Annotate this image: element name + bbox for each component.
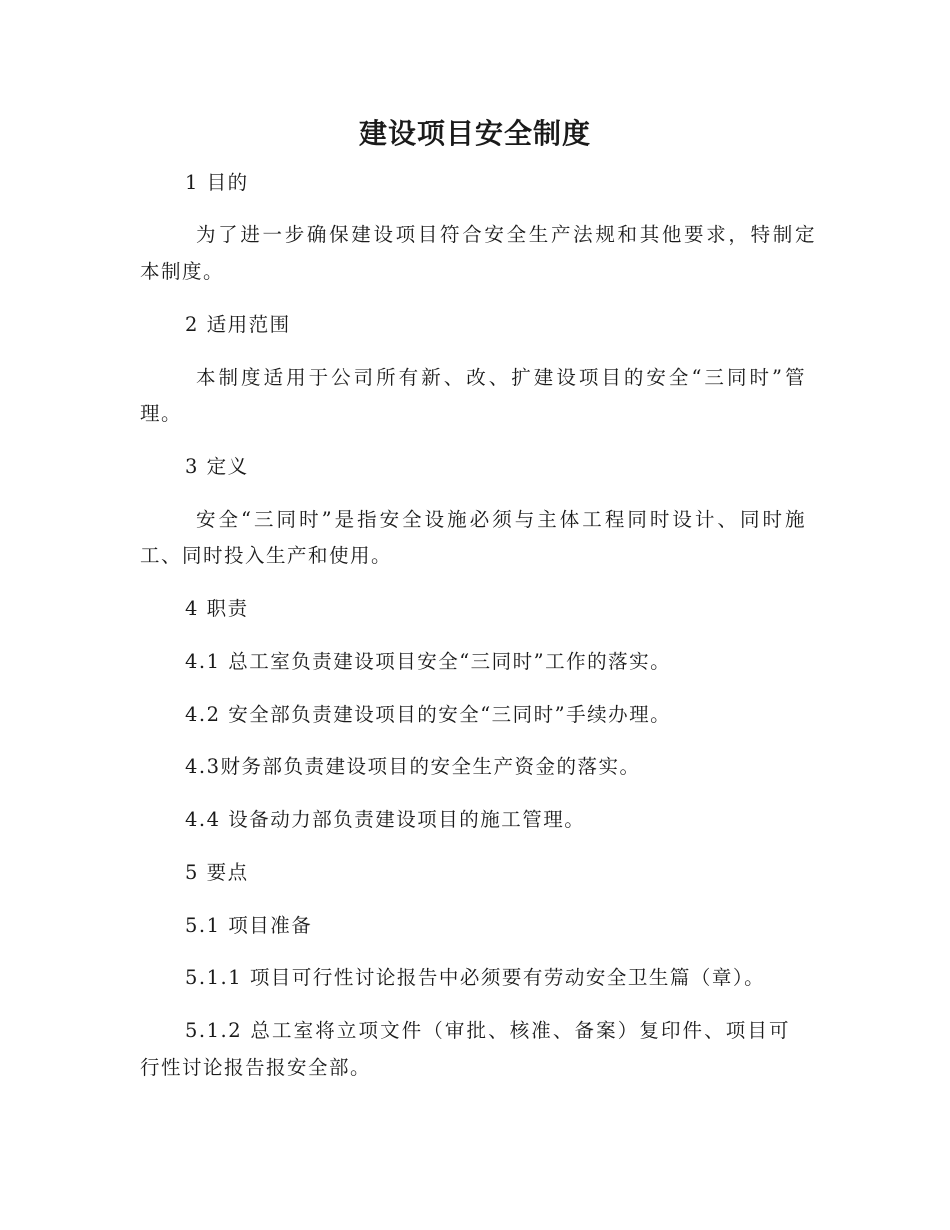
duty-item-4-1: 4.1 总工室负责建设项目安全“三同时”工作的落实。: [185, 650, 672, 673]
section-heading-purpose: 1 目的: [185, 171, 249, 194]
paragraph-purpose-line-1: 为了进一步确保建设项目符合安全生产法规和其他要求，特制定: [196, 223, 816, 246]
paragraph-scope-line-1: 本制度适用于公司所有新、改、扩建设项目的安全“三同时”管: [196, 366, 806, 389]
paragraph-purpose-line-2: 本制度。: [140, 260, 225, 283]
section-heading-scope: 2 适用范围: [185, 313, 291, 336]
paragraph-definition-line-2: 工、同时投入生产和使用。: [140, 544, 393, 567]
clause-5-1-1: 5.1.1 项目可行性讨论报告中必须要有劳动安全卫生篇（章）。: [185, 966, 766, 989]
document-title: 建设项目安全制度: [358, 117, 591, 150]
section-heading-definition: 3 定义: [185, 455, 249, 478]
paragraph-definition-line-1: 安全“三同时”是指安全设施必须与主体工程同时设计、同时施: [196, 508, 806, 531]
clause-5-1-2-line-2: 行性讨论报告报安全部。: [140, 1056, 372, 1079]
paragraph-scope-line-2: 理。: [140, 402, 183, 425]
clause-5-1-2-line-1: 5.1.2 总工室将立项文件（审批、核准、备案）复印件、项目可: [185, 1019, 790, 1042]
duty-item-4-4: 4.4 设备动力部负责建设项目的施工管理。: [185, 808, 586, 831]
subsection-heading-5-1: 5.1 项目准备: [185, 914, 313, 937]
duty-item-4-2: 4.2 安全部负责建设项目的安全“三同时”手续办理。: [185, 703, 672, 726]
duty-item-4-3: 4.3财务部负责建设项目的安全生产资金的落实。: [185, 755, 641, 778]
section-heading-key-points: 5 要点: [185, 861, 249, 884]
section-heading-duties: 4 职责: [185, 597, 249, 620]
